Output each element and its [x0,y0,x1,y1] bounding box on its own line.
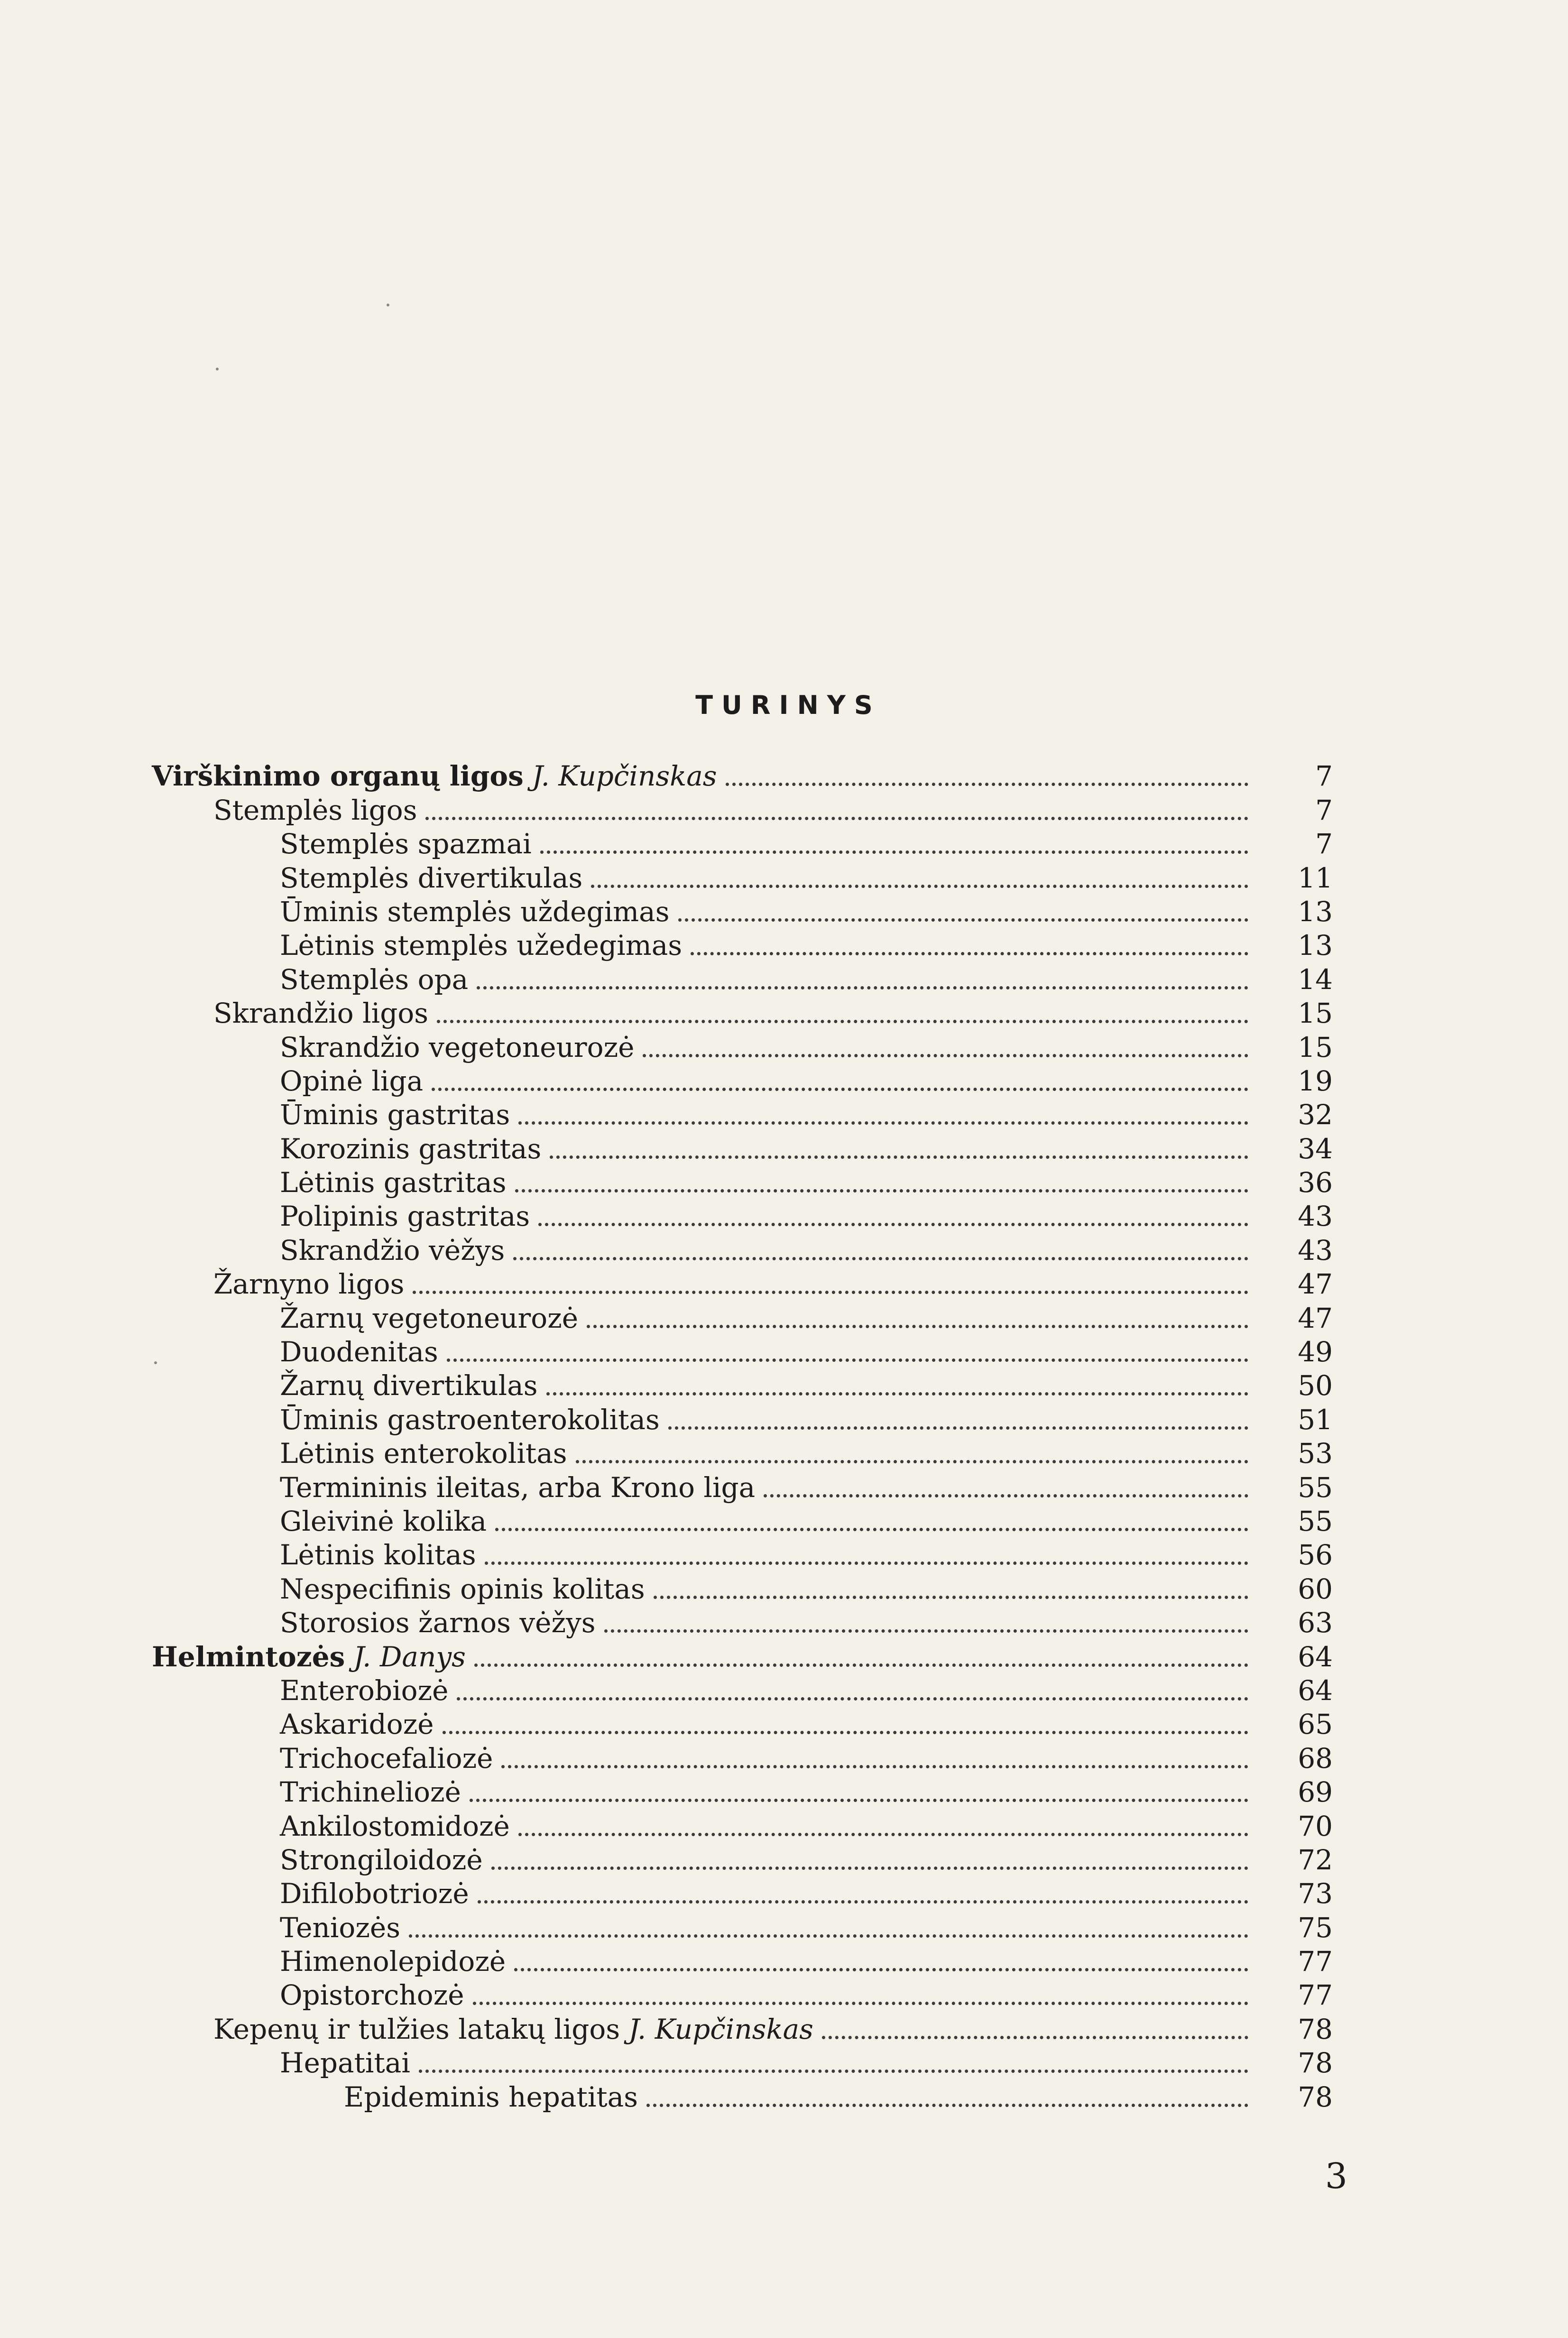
dot-leader [477,986,1248,989]
contents-heading: TURINYS [695,690,881,720]
paper-speck [216,368,219,370]
toc-entry-label: Teniozės [280,1911,400,1944]
toc-entry-page: 78 [1298,2013,1333,2045]
dot-leader [491,1867,1248,1870]
toc-entry [152,1402,1333,1436]
toc-entry [152,895,1333,928]
dot-leader [495,1528,1248,1531]
toc-entry-text [280,1031,1257,1064]
toc-entry-text [280,1507,1257,1538]
toc-entry-page: 7 [1315,794,1333,826]
toc-entry [152,1775,1333,1809]
dot-leader [654,1596,1248,1599]
toc-entry-label: Enterobiozė [280,1674,449,1707]
toc-entry-author: J. Kupčinskas [628,2013,813,2045]
toc-entry-text [152,1640,1257,1673]
toc-entry-label: Trichocefaliozė [280,1742,493,1774]
toc-entry-page: 15 [1298,997,1333,1030]
toc-entry-page: 43 [1298,1234,1333,1266]
toc-entry-label: Nespecifinis opinis kolitas [280,1572,645,1605]
dot-leader [546,1392,1249,1395]
dot-leader [478,1900,1248,1904]
toc-entry [152,1436,1333,1470]
toc-entry-label: Ankilostomidozė [280,1810,510,1842]
toc-entry-page: 15 [1298,1031,1333,1063]
toc-entry-page: 63 [1298,1607,1333,1639]
toc-entry-label: Duodenitas [280,1336,438,1368]
toc-entry-label: Žarnų vegetoneurozė [280,1302,579,1334]
toc-entry-page: 32 [1298,1099,1333,1131]
dot-leader [604,1629,1248,1633]
toc-entry [152,1673,1333,1707]
table-of-contents [152,759,1333,2114]
toc-entry-page: 64 [1298,1640,1333,1673]
dot-leader [457,1697,1248,1700]
toc-entry-page: 55 [1298,1505,1333,1537]
toc-entry-text [280,1471,1257,1504]
toc-entry [152,1267,1333,1301]
toc-entry-page: 14 [1298,963,1333,996]
dot-leader [443,1731,1248,1734]
toc-entry-text [280,1911,1257,1944]
dot-leader [643,1054,1248,1057]
toc-entry-text [280,1338,1257,1368]
toc-entry-label: Opinė liga [280,1064,424,1097]
dot-leader [587,1325,1248,1328]
toc-entry-text [213,999,1257,1030]
toc-entry-text [280,1572,1257,1606]
toc-entry-label: Ūminis gastroenterokolitas [280,1403,660,1436]
toc-entry-label: Skrandžio ligos [213,997,429,1030]
toc-entry-page: 72 [1298,1843,1333,1876]
toc-entry [152,1571,1333,1605]
toc-entry-page: 53 [1298,1437,1333,1470]
toc-entry [152,928,1333,962]
toc-entry [152,827,1333,860]
toc-entry-page: 70 [1298,1810,1333,1842]
paper-speck [387,304,389,306]
dot-leader [668,1426,1248,1430]
toc-entry-label: Hepatitai [280,2047,410,2079]
toc-entry-text [280,830,1257,860]
toc-entry [152,1809,1333,1842]
toc-entry-label: Korozinis gastritas [280,1132,542,1165]
toc-entry-label: Trichineliozė [280,1776,461,1809]
toc-entry-text [280,1437,1257,1470]
toc-entry-page: 7 [1315,760,1333,793]
toc-entry [152,1876,1333,1910]
toc-entry-author: J. Kupčinskas [532,760,717,793]
toc-entry-text [280,1132,1257,1165]
toc-entry-label: Stemplės ligos [213,794,417,826]
toc-entry-text [152,762,1257,793]
toc-entry-text [280,1981,1257,2012]
dot-leader [646,2104,1248,2107]
toc-entry-text [344,2080,1257,2114]
toc-entry-page: 49 [1298,1336,1333,1368]
toc-entry-text [280,1202,1257,1233]
toc-entry-label: Polipinis gastritas [280,1200,530,1233]
toc-entry-label: Termininis ileitas, arba Krono liga [280,1471,756,1504]
toc-entry-text [280,1843,1257,1876]
toc-entry [152,1131,1333,1165]
toc-entry-label: Storosios žarnos vėžys [280,1607,596,1639]
toc-entry-text [280,1369,1257,1402]
toc-entry-text [280,1877,1257,1910]
toc-entry-text [280,1710,1257,1741]
toc-entry-page: 47 [1298,1268,1333,1301]
dot-leader [540,850,1248,854]
toc-entry-text [280,1812,1257,1843]
toc-entry-text [280,1403,1257,1436]
toc-entry-label: Lėtinis enterokolitas [280,1437,567,1470]
toc-entry-page: 36 [1298,1166,1333,1199]
dot-leader [576,1460,1248,1463]
toc-entry-page: 47 [1298,1302,1333,1334]
dot-leader [538,1223,1248,1226]
toc-entry-author: J. Danys [353,1640,466,1673]
dot-leader [726,783,1248,786]
dot-leader [822,2036,1248,2039]
toc-entry-page: 11 [1298,861,1333,894]
toc-entry-page: 64 [1298,1674,1333,1707]
toc-entry [152,2012,1333,2045]
toc-entry-label: Stemplės spazmai [280,828,532,860]
toc-entry-text [280,1166,1257,1199]
toc-entry-page: 55 [1298,1471,1333,1504]
toc-entry-text [280,861,1257,895]
toc-entry-label: Skrandžio vėžys [280,1234,505,1266]
toc-entry-label: Lėtinis stemplės užedegimas [280,929,683,962]
toc-entry-label: Opistorchozė [280,1979,464,2012]
toc-entry-text [280,1778,1257,1809]
toc-entry-text [280,929,1257,962]
dot-leader [513,1257,1248,1260]
toc-entry [152,1741,1333,1774]
toc-entry [152,2079,1333,2113]
toc-entry [152,793,1333,826]
dot-leader [691,952,1248,955]
toc-entry [152,1335,1333,1368]
toc-entry-text [280,963,1257,996]
toc-entry [152,1504,1333,1538]
toc-entry-label: Gleivinė kolika [280,1505,487,1537]
toc-entry-label: Epideminis hepatitas [344,2080,638,2113]
toc-entry-text [280,1064,1257,1098]
toc-entry [152,1368,1333,1402]
toc-entry-page: 78 [1298,2080,1333,2113]
toc-entry-page: 78 [1298,2047,1333,2079]
toc-entry [152,1843,1333,1876]
dot-leader [678,918,1248,922]
dot-leader [409,1934,1248,1938]
toc-entry [152,1301,1333,1334]
toc-entry [152,1098,1333,1131]
dot-leader [591,885,1248,888]
toc-entry-page: 77 [1298,1979,1333,2012]
toc-entry-label: Helmintozės [152,1640,345,1673]
toc-entry [152,1538,1333,1571]
toc-entry [152,962,1333,996]
toc-entry-text [213,1270,1257,1301]
toc-entry-label: Lėtinis kolitas [280,1539,476,1571]
toc-entry-label: Žarnyno ligos [213,1268,405,1301]
toc-entry-text [280,1304,1257,1335]
toc-entry-text [280,895,1257,928]
toc-entry-label: Skrandžio vegetoneurozė [280,1031,635,1063]
dot-leader [764,1494,1248,1497]
toc-entry [152,1910,1333,1944]
toc-entry-label: Stemplės opa [280,963,469,996]
toc-entry-text [280,1609,1257,1639]
toc-entry-page: 51 [1298,1403,1333,1436]
toc-entry [152,860,1333,894]
toc-entry-text [280,1541,1257,1571]
toc-entry-page: 34 [1298,1132,1333,1165]
toc-entry-text [280,1234,1257,1267]
toc-entry-page: 13 [1298,895,1333,928]
dot-leader [501,1765,1248,1768]
dot-leader [485,1562,1248,1565]
page-number: 3 [1325,2156,1347,2197]
toc-entry-label: Strongiloidozė [280,1843,483,1876]
toc-entry-page: 7 [1315,828,1333,860]
toc-entry [152,1606,1333,1639]
dot-leader [425,817,1248,820]
toc-entry-label: Stemplės divertikulas [280,861,583,894]
toc-entry-page: 43 [1298,1200,1333,1233]
toc-entry-label: Kepenų ir tulžies latakų ligos [213,2013,620,2045]
toc-entry-label: Lėtinis gastritas [280,1166,507,1199]
dot-leader [474,1663,1248,1667]
toc-entry [152,1639,1333,1673]
dot-leader [470,1799,1248,1802]
toc-entry-page: 69 [1298,1776,1333,1809]
toc-entry [152,1165,1333,1199]
toc-entry [152,1707,1333,1741]
toc-entry-page: 60 [1298,1572,1333,1605]
toc-entry-page: 50 [1298,1369,1333,1402]
toc-entry-text [213,2015,1257,2046]
toc-entry-page: 73 [1298,1877,1333,1910]
toc-entry-text [280,1945,1257,1978]
toc-entry [152,1030,1333,1063]
toc-entry [152,1978,1333,2012]
dot-leader [413,1291,1248,1294]
toc-entry-page: 68 [1298,1742,1333,1774]
toc-entry [152,2046,1333,2079]
toc-entry [152,1233,1333,1266]
toc-entry-label: Himenolepidozė [280,1945,506,1978]
toc-entry-page: 65 [1298,1708,1333,1741]
dot-leader [518,1121,1248,1125]
toc-entry-text [280,2049,1257,2079]
toc-entry-label: Ūminis stemplės uždegimas [280,895,670,928]
toc-entry-text [280,1742,1257,1775]
dot-leader [514,1968,1248,1971]
toc-entry [152,996,1333,1030]
toc-entry-label: Ūminis gastritas [280,1099,510,1131]
dot-leader [437,1020,1248,1023]
toc-entry [152,1470,1333,1504]
toc-entry-page: 56 [1298,1539,1333,1571]
dot-leader [419,2070,1248,2073]
toc-entry-page: 77 [1298,1945,1333,1978]
toc-entry-page: 75 [1298,1911,1333,1944]
toc-entry [152,1064,1333,1098]
dot-leader [432,1088,1248,1091]
toc-entry-text [280,1101,1257,1131]
toc-entry-label: Žarnų divertikulas [280,1369,538,1402]
toc-entry-label: Virškinimo organų ligos [152,760,524,793]
toc-entry-page: 19 [1298,1064,1333,1097]
toc-entry [152,1199,1333,1233]
toc-entry-label: Difilobotriozė [280,1877,469,1910]
toc-entry-text [280,1674,1257,1707]
dot-leader [518,1833,1248,1836]
dot-leader [515,1189,1248,1192]
toc-entry [152,1944,1333,1978]
toc-entry-page: 13 [1298,929,1333,962]
dot-leader [473,2002,1248,2005]
toc-entry-text [213,796,1257,827]
toc-entry-label: Askaridozė [280,1708,434,1741]
toc-entry [152,759,1333,793]
dot-leader [447,1358,1248,1362]
dot-leader [550,1155,1248,1159]
